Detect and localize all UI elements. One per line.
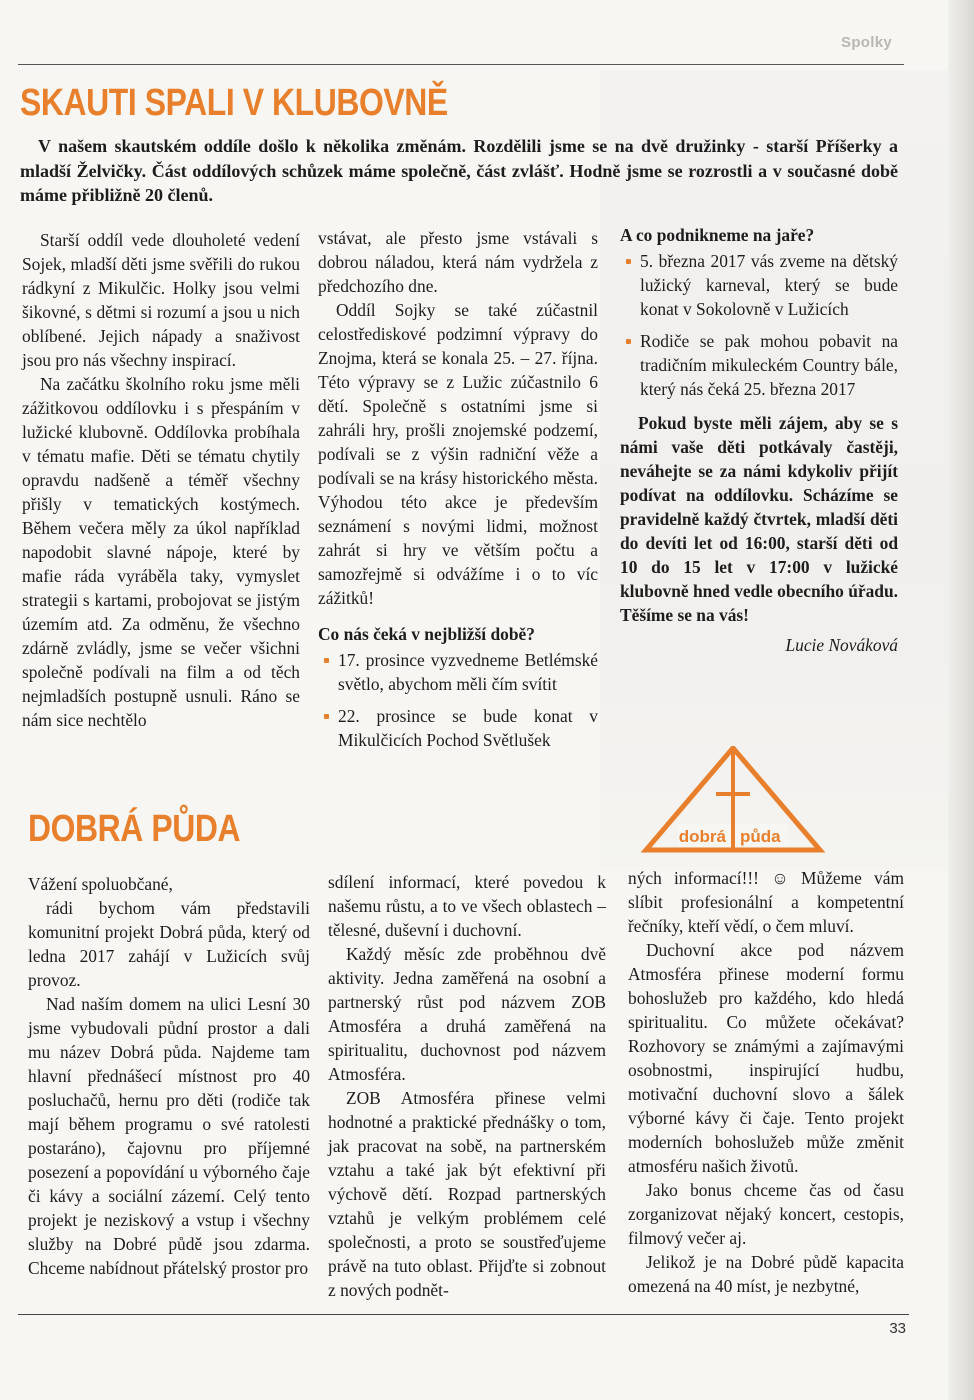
article1-column-2 [318,226,598,760]
article-title-skauti: SKAUTI SPALI V KLUBOVNĚ [20,82,448,124]
paragraph: Oddíl Sojky se také zúčastnil celostřediskové podzimní výpravy do Znojma, která se konala 25. – 27. října. Této výpravy se z Lužic zúčastnilo 6 dětí. Společně s ostatními jsme si zahráli hry, prošli znojemské podzemí, podívali se z výšin radniční věže a podívali se na krásy historického města. Výhodou této akce je především seznámení s novými lidmi, možnost zahrát si hry ve větším počtu a samozřejmě si odvážíme i o to víc zážitků! [318,300,598,608]
dobra-puda-logo [638,746,828,854]
page-edge [948,0,974,1400]
paragraph: Jako bonus chceme čas od času zorganizovat nějaký koncert, cestopis, filmový večer aj. [628,1180,904,1248]
paragraph: ných informací!!! ☺ Můžeme vám slíbit profesionální a kompetentní řečníky, kteří vědí, o čem mluví. [628,868,904,936]
paragraph: Duchovní akce pod názvem Atmosféra přinese moderní formu bohoslužeb pro každého, kdo hledá spiritualitu. Co můžete očekávat? Rozhovory se známými a zajímavými osobnostmi, inspirující hudbu, motivační duchovní slovo a šálek výborné kávy či čaje. Tento projekt moderních bohoslužeb může změnit atmosféru našich životů. [628,940,904,1176]
article2-column-3 [628,866,904,1298]
paragraph: vstávat, ale přesto jsme vstávali s dobrou náladou, která nám vydržela z předchozího dne. [318,228,598,296]
paragraph: Každý měsíc zde proběhnou dvě aktivity. Jedna zaměřená na osobní a partnerský růst pod názvem ZOB Atmosféra a druhá zaměřená na spiritualitu, duchovnost pod názvem Atmosféra. [328,944,606,1084]
paragraph: Nad naším domem na ulici Lesní 30 jsme vybudovali půdní prostor a dali mu název Dobrá půda. Najdeme tam hlavní přednášecí místnost pro 40 posluchačů, hernu pro děti (rodiče tak mají během programu o své ratolesti postaráno), čajovnu pro příjemné posezení a popovídání u výborného čaje či kávy a sociální zázemí. Celý tento projekt je neziskový a vstup i všechny služby na Dobré půdě jsou zdarma. Chceme nabídnout přátelský prostor pro [28,994,310,1278]
list-item: Rodiče se pak mohou pobavit na tradičním mikuleckém Country bále, který nás čeká 25. března 2017 [620,329,898,401]
paragraph: sdílení informací, které povedou k našemu růstu, a to ve všech oblastech – tělesné, duševní i duchovní. [328,872,606,940]
page-number: 33 [889,1320,906,1337]
subheading-upcoming: Co nás čeká v nejbližší době? [318,624,535,644]
top-rule [18,64,904,65]
upcoming-list [318,648,598,752]
article-title-dobra-puda: DOBRÁ PŮDA [28,808,241,850]
article-lead [20,134,898,208]
salutation: Vážení spoluobčané, [28,874,173,894]
article1-column-3 [620,223,898,657]
list-item: 17. prosince vyzvedneme Betlémské světlo, abychom měli čím svítit [318,648,598,696]
callout-paragraph: Pokud byste měli zájem, aby se s námi vaše děti potkávaly častěji, neváhejte se za námi kdykoliv přijít podívat na oddílovku. Scházíme se pravidelně každý čtvrtek, mladší děti do devíti let od 16:00, starší děti od 10 do 15 let v 17:00 v lužické klubovně hned vedle obecního úřadu. Těšíme se na vás! [620,413,898,625]
logo-text-dobra: dobrá [678,827,726,846]
article2-column-1 [28,872,310,1280]
paragraph: rádi bychom vám představili komunitní projekt Dobrá půda, který od ledna 2017 zahájí v Lužicích svůj provoz. [28,898,310,990]
paragraph: Starší oddíl vede dlouholeté vedení Sojek, mladší děti jsme svěřili do rukou rádkyní z Mikulčic. Holky jsou velmi šikovné, s dětmi si rozumí a jsou u nich oblíbené. Jejich nápady a snaživost jsou pro nás všechny inspirací. [22,230,300,370]
paragraph: Na začátku školního roku jsme měli zážitkovou oddílovku i s přespáním v lužické klubovně. Oddílovka probíhala v tématu mafie. Děti se tématu chytily opravdu nadšeně a téměř všechny přišly v tematických kostýmech. Během večera měly za úkol například napodobit slavné nápoje, které by mafie ráda vyráběla taky, vymyslet strategii s kartami, probojovat se jistým územím atd. Za odměnu, že všechno zdárně zvládly, jsme se večer všichni společně podívali na film a od těch nejmladších postupně usnuli. Ráno se nám sice nechtělo [22,374,300,730]
list-item: 5. března 2017 vás zveme na dětský lužický karneval, který se bude konat v Sokolovně v Lužicích [620,249,898,321]
section-tag: Spolky [841,34,892,51]
paragraph: Jelikož je na Dobré půdě kapacita omezená na 40 míst, je nezbytné, [628,1252,904,1296]
author: Lucie Nováková [785,635,898,655]
logo-text-puda: půda [740,827,781,846]
paragraph: ZOB Atmosféra přinese velmi hodnotné a praktické přednášky o tom, jak pracovat na sobě, na partnerském vztahu a také jak být efektivní při výchově dětí. Rozpad partnerských vztahů je velkým problémem celé společnosti, a proto se soustřeďujeme právě na tuto oblast. Přijďte si zobnout z nových podnět- [328,1088,606,1300]
list-item: 22. prosince se bude konat v Mikulčicích Pochod Světlušek [318,704,598,752]
article1-column-1 [22,228,300,732]
lead-paragraph: V našem skautském oddíle došlo k několika změnám. Rozdělili jsme se na dvě družinky - starší Příšerky a mladší Želvičky. Část oddílových schůzek máme společně, část zvlášť. Hodně jsme se rozrostli a v současné době máme přibližně 20 členů. [20,136,898,205]
subheading-spring: A co podnikneme na jaře? [620,225,815,245]
bottom-rule [18,1314,909,1315]
spring-list [620,249,898,401]
article2-column-2 [328,870,606,1302]
